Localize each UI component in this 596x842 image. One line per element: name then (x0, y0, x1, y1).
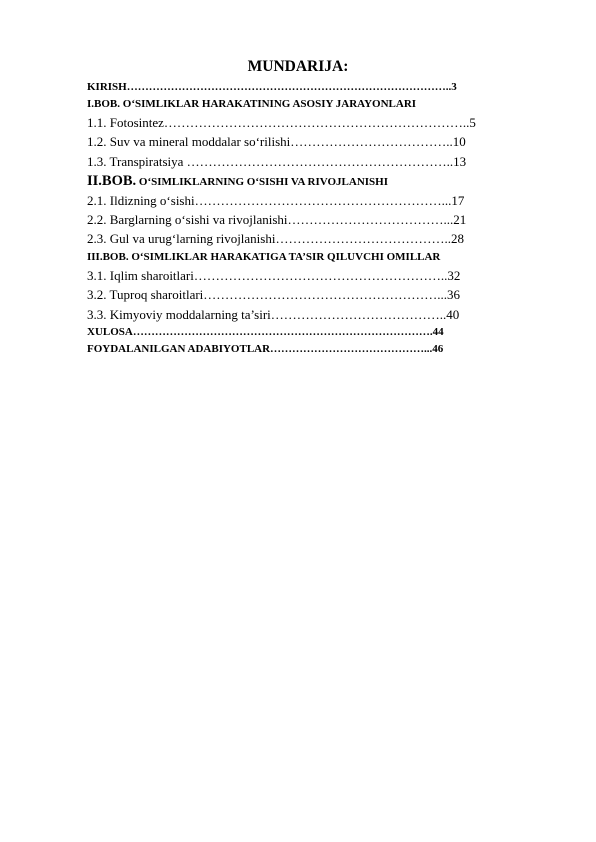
toc-entry-1-3: 1.3. Transpiratsiya ……………………………………………………..13 (87, 153, 467, 169)
table-of-contents (87, 79, 547, 358)
toc-chapter-2 (87, 171, 547, 190)
toc-entry-1-2: 1.2. Suv va mineral moddalar so‘rilishi………………………………..10 (87, 134, 466, 150)
toc-entry-2-2: 2.2. Barglarning o‘sishi va rivojlanishi………………………………...21 (87, 211, 467, 227)
page-title: MUNDARIJA: (247, 58, 349, 75)
toc-chapter-1: I.BOB. O‘SIMLIKLAR HARAKATINING ASOSIY JARAYONLARI (87, 98, 417, 110)
toc-entry-xulosa: XULOSA……………………………………………………………………….44 (87, 325, 444, 338)
toc-chapter-2-prefix: II.BOB. (87, 173, 137, 190)
toc-entry-3-1: 3.1. Iqlim sharoitlari…………………………………………………..32 (87, 267, 461, 283)
toc-chapter-3: III.BOB. O‘SIMLIKLAR HARAKATIGA TA’SIR QILUVCHI OMILLAR (87, 250, 441, 263)
toc-entry-3-3: 3.3. Kimyoviy moddalarning ta’siri…………………………………..40 (87, 306, 460, 322)
toc-entry-3-2: 3.2. Tuproq sharoitlari………………………………………………...36 (87, 287, 461, 303)
toc-entry-2-3: 2.3. Gul va urug‘larning rivojlanishi…………………………………..28 (87, 231, 464, 247)
toc-entry-adabiyotlar: FOYDALANILGAN ADABIYOTLAR……………………………………...46 (87, 342, 444, 355)
toc-chapter-2-title: O‘SIMLIKLARNING O‘SISHI VA RIVOJLANISHI (136, 176, 388, 189)
toc-entry-kirish: KIRISH……………………………………………………………………………..3 (87, 81, 457, 93)
toc-entry-2-1: 2.1. Ildizning o‘sishi…………………………………………………...17 (87, 192, 465, 208)
toc-entry-1-1: 1.1. Fotosintez……………………………………………………………..5 (87, 115, 476, 130)
